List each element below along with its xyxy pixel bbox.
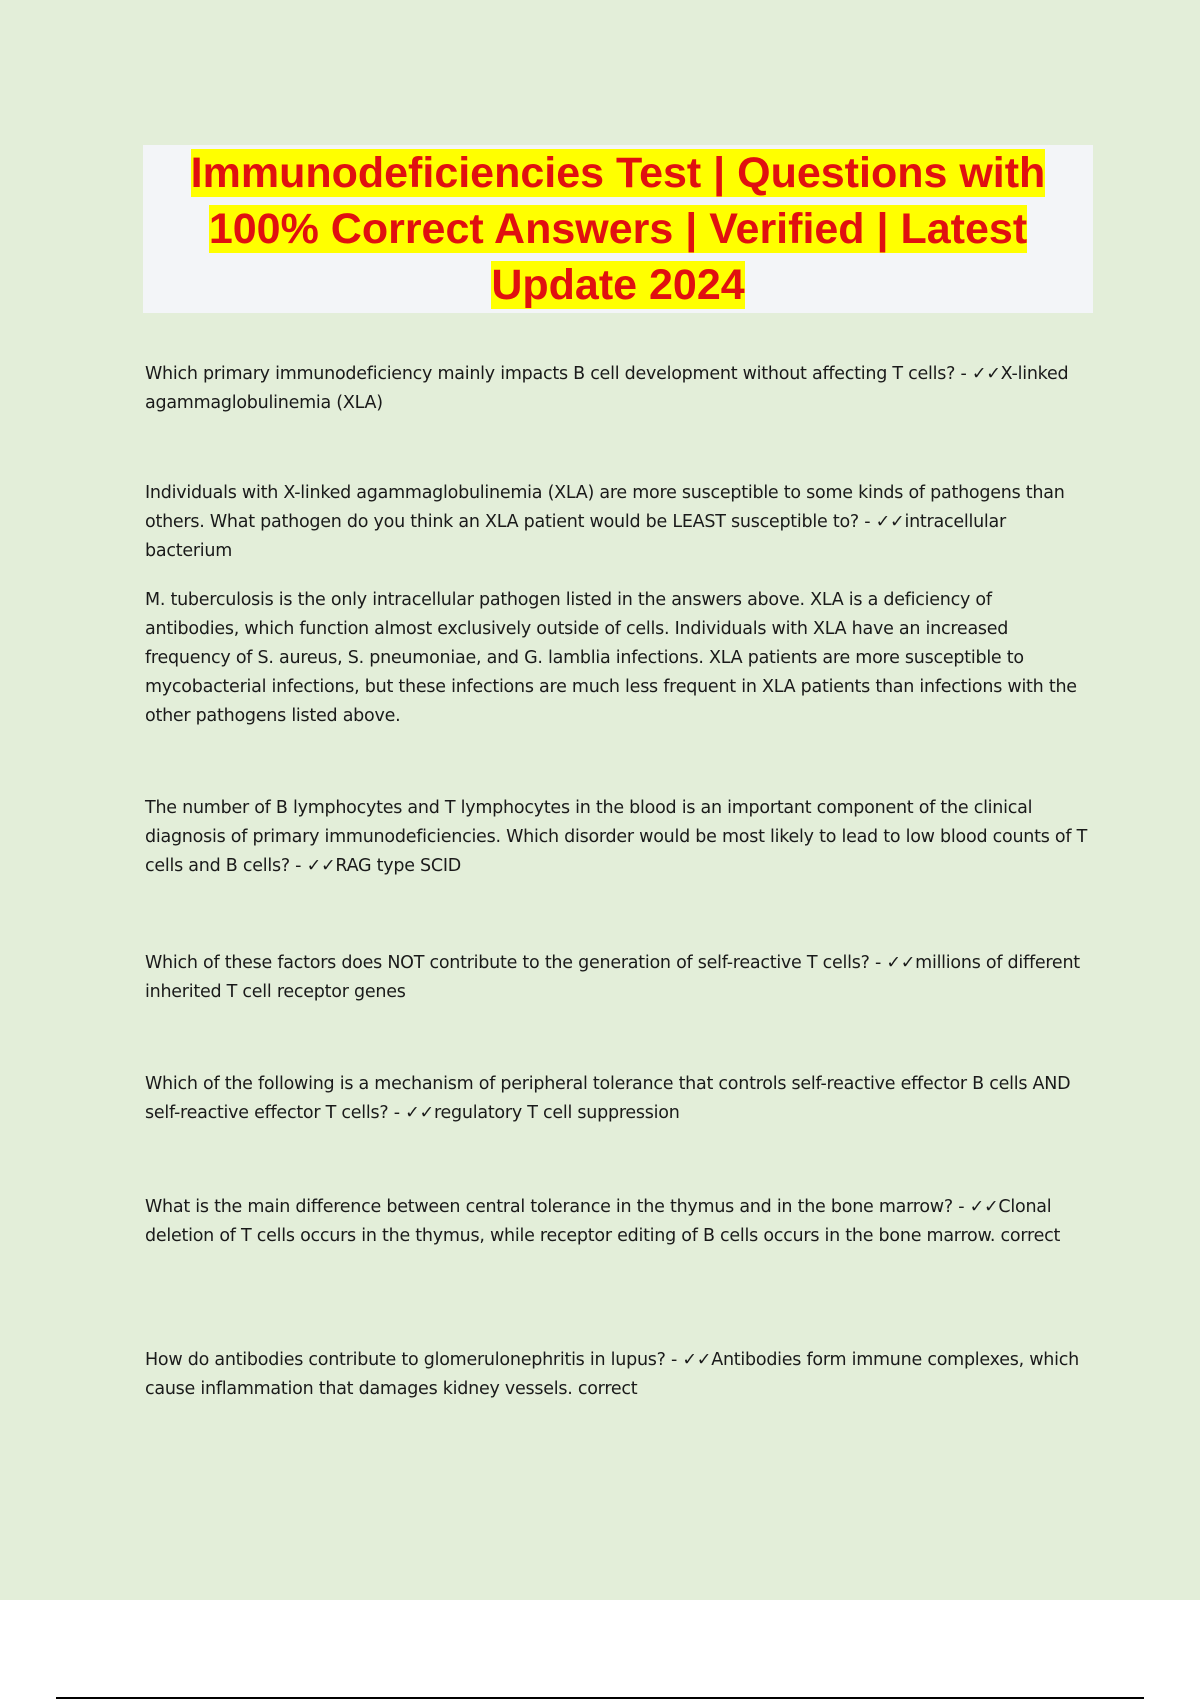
qa-item-4 xyxy=(145,794,1090,881)
document-title: Immunodeficiencies Test | Questions with 100% Correct Answers | Verified | Latest Update 2024 xyxy=(190,149,1046,309)
question-text: Individuals with X-linked agammaglobulinemia (XLA) are more susceptible to some kinds of pathogens than others. What pathogen do you think an XLA patient would be LEAST susceptible to? - xyxy=(145,483,1065,532)
qa-item-6 xyxy=(145,1070,1090,1128)
question-text: Which of these factors does NOT contribute to the generation of self-reactive T cells? - xyxy=(145,953,887,973)
answer-text: ✓✓X-linked agammaglobulinemia (XLA) xyxy=(145,364,1069,413)
footer-divider xyxy=(56,1697,1144,1699)
answer-text: ✓✓regulatory T cell suppression xyxy=(405,1103,680,1123)
question-text: How do antibodies contribute to glomerulonephritis in lupus? - xyxy=(145,1350,683,1370)
question-text: Which of the following is a mechanism of peripheral tolerance that controls self-reactive effector B cells AND self-reactive effector T cells? - xyxy=(145,1074,1071,1123)
explanation-text: M. tuberculosis is the only intracellular pathogen listed in the answers above. XLA is a deficiency of antibodies, which function almost exclusively outside of cells. Individuals with XLA have an increased frequency of S. aureus, S. pneumoniae, and G. lamblia infections. XLA patients are more susceptible to mycobacterial infections, but these infections are much less frequent in XLA patients than infections with the other pathogens listed above. xyxy=(145,590,1077,726)
question-text: Which primary immunodeficiency mainly impacts B cell development without affecting T cells? - xyxy=(145,364,972,384)
answer-text: ✓✓RAG type SCID xyxy=(306,856,461,876)
qa-item-2 xyxy=(145,479,1090,566)
question-text: The number of B lymphocytes and T lymphocytes in the blood is an important component of the clinical diagnosis of primary immunodeficiencies. Which disorder would be most likely to lead to low blood counts of T cells and B cells? - xyxy=(145,798,1088,876)
answer-text: ✓✓intracellular bacterium xyxy=(145,512,1006,561)
qa-item-5 xyxy=(145,949,1090,1007)
answer-text: ✓✓Antibodies form immune complexes, which cause inflammation that damages kidney vessels. correct xyxy=(145,1350,1079,1399)
title-box xyxy=(143,145,1093,313)
qa-item-3 xyxy=(145,586,1090,731)
answer-text: ✓✓millions of different inherited T cell receptor genes xyxy=(145,953,1080,1002)
answer-text: ✓✓Clonal deletion of T cells occurs in the thymus, while receptor editing of B cells occurs in the bone marrow. correct xyxy=(145,1197,1061,1246)
question-text: What is the main difference between central tolerance in the thymus and in the bone marrow? - xyxy=(145,1197,970,1217)
qa-item-1 xyxy=(145,360,1090,418)
qa-item-8 xyxy=(145,1346,1090,1404)
qa-item-7 xyxy=(145,1193,1090,1251)
